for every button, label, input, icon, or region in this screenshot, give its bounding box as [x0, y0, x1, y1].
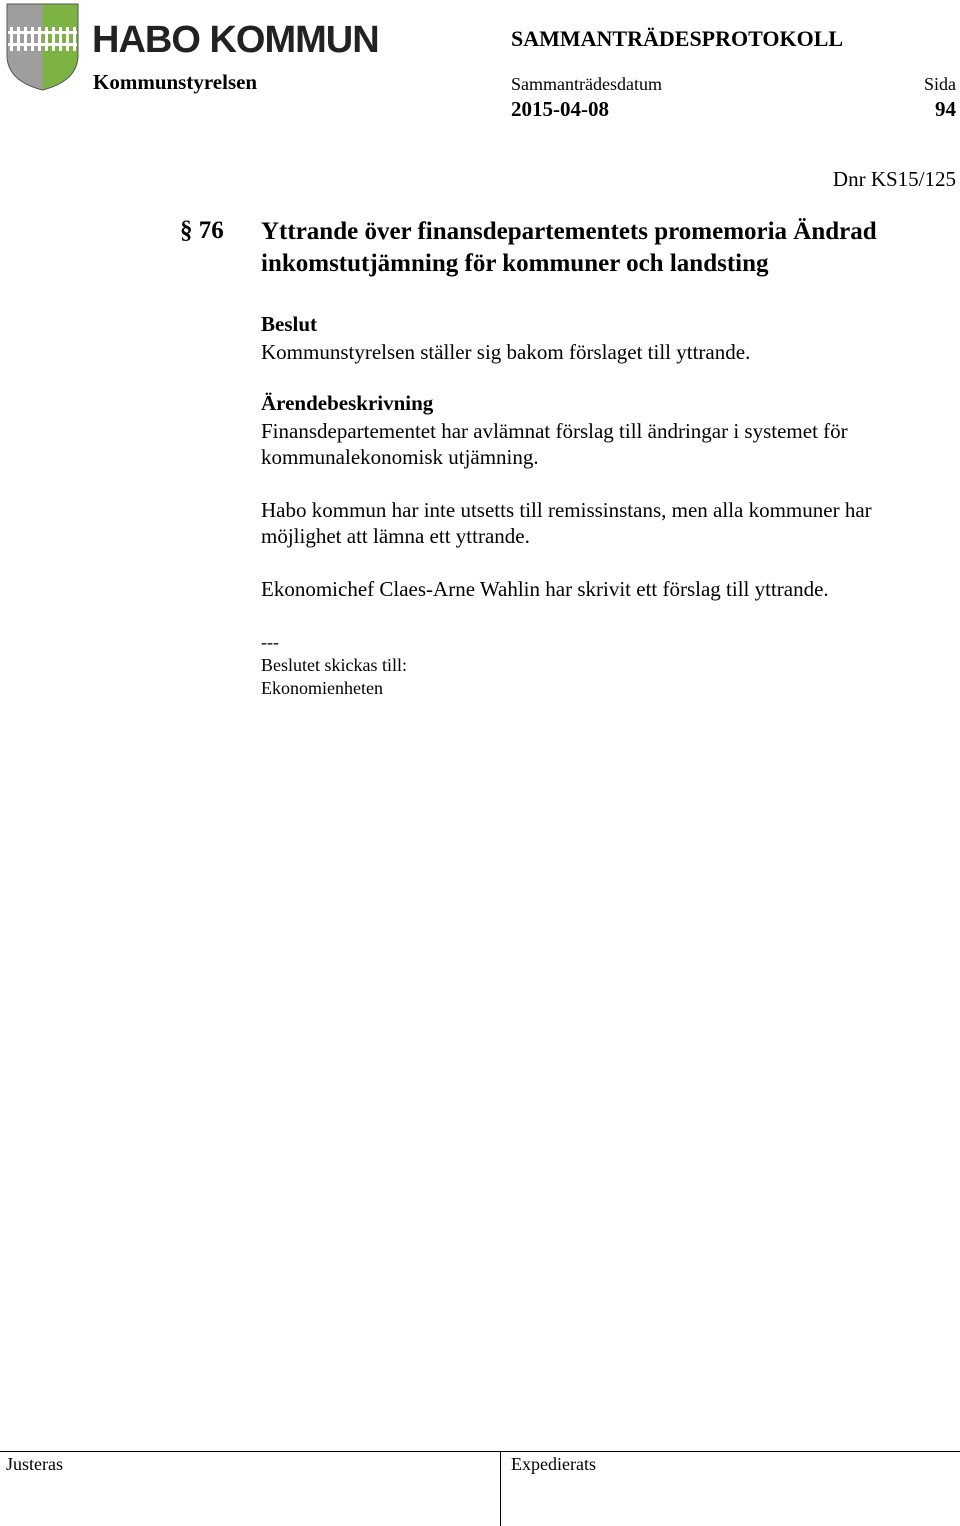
description-paragraph: Ekonomichef Claes-Arne Wahlin har skrivit ett förslag till yttrande.: [261, 577, 829, 601]
footer-adjusted-label: Justeras: [6, 1454, 63, 1474]
separator: ---: [261, 632, 279, 652]
page-number: 94: [935, 97, 956, 121]
description-paragraph: Finansdepartementet har avlämnat förslag till ändringar i systemet för kommunalekonomisk utjämning.: [261, 419, 848, 469]
paragraph-number: § 76: [180, 217, 224, 244]
diary-number: Dnr KS15/125: [832, 167, 956, 191]
footer-divider-line: [0, 1451, 960, 1452]
meeting-date-label: Sammanträdesdatum: [511, 74, 662, 94]
description-heading: Ärendebeskrivning: [261, 391, 434, 415]
page-label: Sida: [923, 74, 956, 94]
footer-dispatched-label: Expedierats: [511, 1454, 596, 1474]
sent-to-label: Beslutet skickas till:: [261, 655, 407, 675]
sent-to-recipient: Ekonomienheten: [261, 678, 383, 698]
meeting-date-value: 2015-04-08: [511, 97, 609, 121]
decision-heading: Beslut: [261, 312, 318, 336]
item-title: Yttrande över finansdepartementets promemoria Ändrad inkomstutjämning för kommuner och landsting: [261, 218, 877, 277]
organization-name: Kommunstyrelsen: [93, 70, 258, 94]
document-type: SAMMANTRÄDESPROTOKOLL: [511, 26, 844, 51]
footer-column-divider: [500, 1452, 501, 1526]
habo-coat-of-arms-logo: [6, 3, 79, 91]
logo-wordmark: HABO KOMMUN: [92, 19, 379, 61]
decision-text: Kommunstyrelsen ställer sig bakom förslaget till yttrande.: [261, 340, 751, 364]
description-paragraph: Habo kommun har inte utsetts till remissinstans, men alla kommuner har möjlighet att lämna ett yttrande.: [261, 498, 872, 548]
